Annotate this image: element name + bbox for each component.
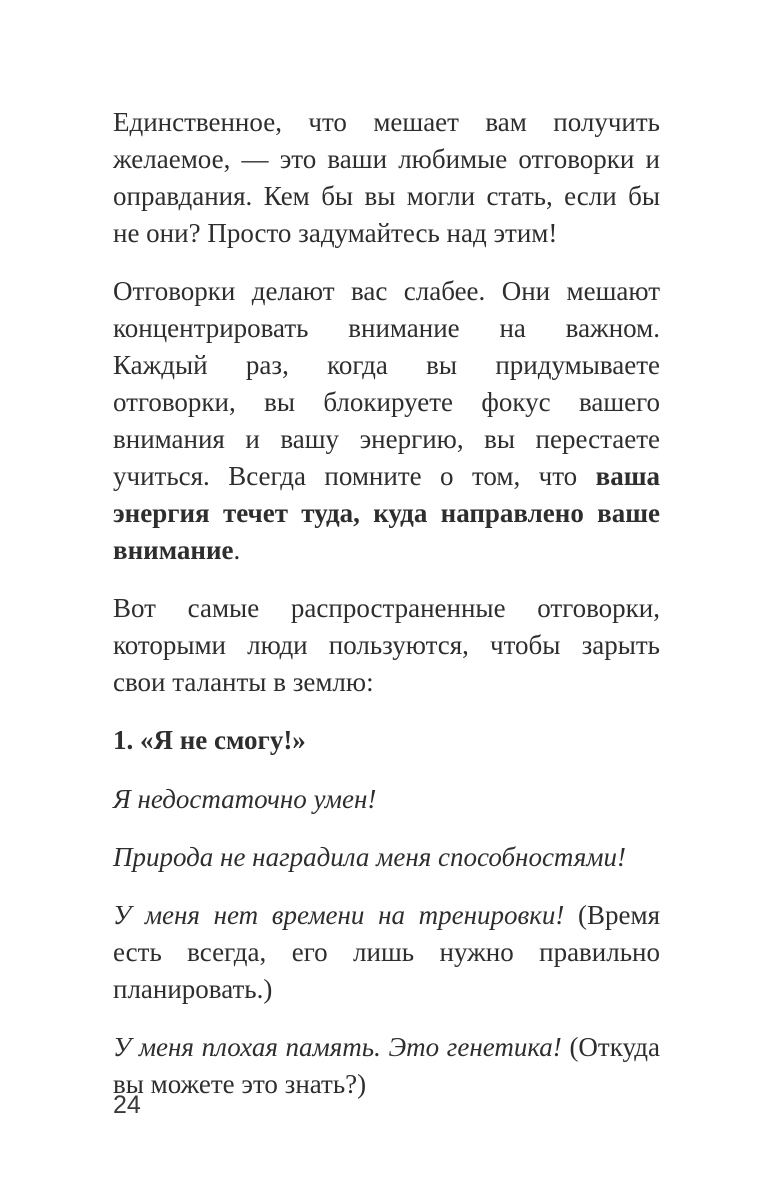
text-run: .	[233, 535, 241, 565]
text-run: У меня нет времени на тренировки!	[113, 900, 565, 930]
paragraph	[113, 1029, 660, 1103]
page-text	[113, 104, 660, 1124]
paragraph	[113, 104, 660, 252]
text-run: Природа не наградила меня способностями!	[113, 842, 627, 872]
text-run: 1. «Я не смогу!»	[113, 725, 306, 755]
text-run: Я недостаточно умен!	[113, 784, 377, 814]
text-run: Вот самые распространенные отговорки, которыми люди пользуются, чтобы зарыть свои таланты в землю:	[113, 593, 660, 697]
paragraph	[113, 839, 660, 876]
paragraph	[113, 781, 660, 818]
paragraph	[113, 273, 660, 569]
text-run: У меня плохая память. Это генетика!	[113, 1032, 562, 1062]
text-run: Отговорки делают вас слабее. Они мешают концентрировать внимание на важном. Каждый раз, когда вы придумываете отговорки, вы блокируете фокус вашего внимания и вашу энергию, вы перестаете учиться. Всегда помните о том, что	[113, 276, 660, 491]
section-heading	[113, 722, 660, 759]
text-run: (Откуда вы можете это знать?)	[113, 1032, 660, 1099]
text-run: Единственное, что мешает вам получить желаемое, — это ваши любимые отговорки и оправдания. Кем бы вы могли стать, если бы не они? Просто задумайтесь над этим!	[113, 107, 660, 248]
text-run: ваша энергия течет туда, куда направлено ваше внимание	[113, 461, 660, 565]
text-run: (Время есть всегда, его лишь нужно правильно планировать.)	[113, 900, 660, 1004]
paragraph	[113, 897, 660, 1008]
paragraph	[113, 590, 660, 701]
page-number: 24	[113, 1091, 141, 1119]
